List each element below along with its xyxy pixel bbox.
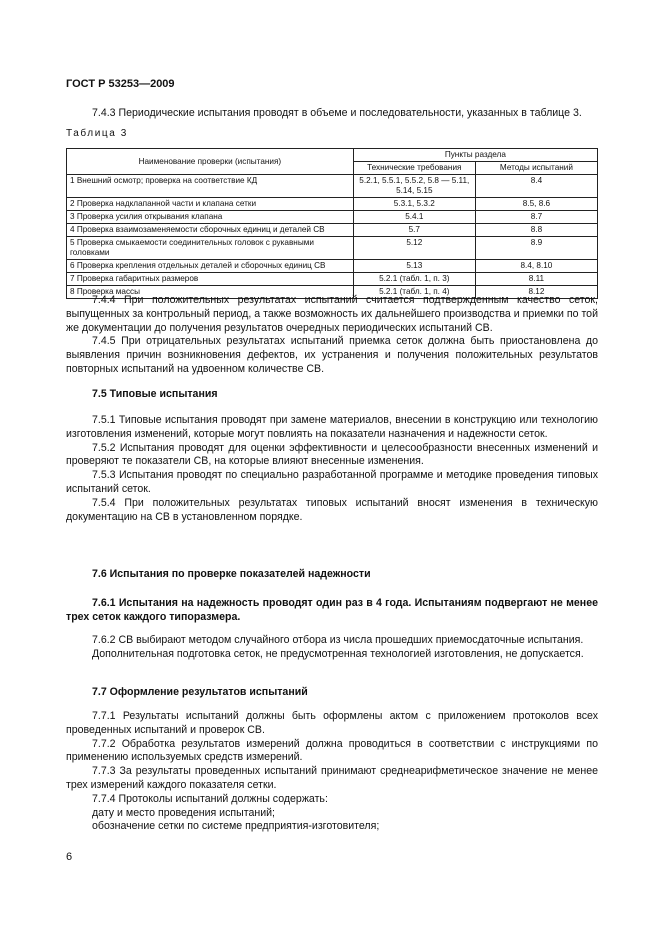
cell-name: 5 Проверка смыкаемости соединительных головок с рукавными головками	[67, 237, 354, 260]
heading-7-7: 7.7 Оформление результатов испытаний	[92, 686, 308, 698]
table-row	[67, 198, 598, 211]
table-row	[67, 175, 598, 198]
cell-method: 8.4, 8.10	[475, 260, 597, 273]
cell-name: 6 Проверка крепления отдельных деталей и сборочных единиц СВ	[67, 260, 354, 273]
table-caption: Таблица 3	[66, 128, 128, 139]
cell-tech: 5.2.1 (табл. 1, п. 4)	[353, 286, 475, 299]
table-row	[67, 224, 598, 237]
cell-tech: 5.2.1 (табл. 1, п. 3)	[353, 273, 475, 286]
cell-method: 8.8	[475, 224, 597, 237]
cell-method: 8.11	[475, 273, 597, 286]
table-row	[67, 211, 598, 224]
paragraph-7-6-1: 7.6.1 Испытания на надежность проводят один раз в 4 года. Испытаниям подвергают не менее трех сеток каждого типоразмера.	[66, 597, 598, 623]
paragraph-7-6-2-cont: Дополнительная подготовка сеток, не предусмотренная технологией изготовления, не допускается.	[92, 647, 584, 660]
cell-name: 7 Проверка габаритных размеров	[67, 273, 354, 286]
page-number: 6	[66, 851, 73, 863]
paragraph-7-7-1: 7.7.1 Результаты испытаний должны быть оформлены актом с приложением протоколов всех проведенных испытаний и проверок СВ.	[66, 710, 598, 736]
header-group: Пункты раздела	[353, 149, 597, 162]
cell-name: 8 Проверка массы	[67, 286, 354, 299]
cell-name: 2 Проверка надклапанной части и клапана сетки	[67, 198, 354, 211]
cell-name: 1 Внешний осмотр; проверка на соответствие КД	[67, 175, 354, 198]
cell-tech: 5.2.1, 5.5.1, 5.5.2, 5.8 — 5.11, 5.14, 5.15	[353, 175, 475, 198]
cell-method: 8.9	[475, 237, 597, 260]
header-methods: Методы испытаний	[475, 162, 597, 175]
cell-name: 3 Проверка усилия открывания клапана	[67, 211, 354, 224]
table-row	[67, 237, 598, 260]
paragraph-7-5-4: 7.5.4 При положительных результатах типовых испытаний вносят изменения в техническую документацию на СВ в установленном порядке.	[66, 496, 598, 523]
table-row	[67, 273, 598, 286]
cell-method: 8.4	[475, 175, 597, 198]
list-item: обозначение сетки по системе предприятия-изготовителя;	[92, 820, 380, 833]
document-header: ГОСТ Р 53253—2009	[66, 78, 175, 90]
paragraph-7-4-5: 7.4.5 При отрицательных результатах испытаний приемка сеток должна быть приостановлена до выявления причин возникновения дефектов, их устранения и получения положительных результатов повторных испытаний на удвоенном количестве СВ.	[66, 335, 598, 375]
heading-7-6: 7.6 Испытания по проверке показателей надежности	[92, 568, 371, 580]
paragraph-7-4-4: 7.4.4 При положительных результатах испытаний считается подтвержденным качество сеток, выпущенных за контрольный период, а также возможность их дальнейшего производства и приемки по той же документации до получения результатов очередных периодических испытаний СВ.	[66, 294, 598, 334]
header-tech: Технические требования	[353, 162, 475, 175]
paragraph-7-7-2: 7.7.2 Обработка результатов измерений должна проводиться в соответствии с инструкциями по применению используемых средств измерений.	[66, 737, 598, 764]
paragraph-7-5-2: 7.5.2 Испытания проводят для оценки эффективности и целесообразности внесенных изменений и проверяют те показатели СВ, на которые влияют внесенные изменения.	[66, 441, 598, 468]
cell-tech: 5.4.1	[353, 211, 475, 224]
cell-tech: 5.7	[353, 224, 475, 237]
header-name: Наименование проверки (испытания)	[67, 149, 354, 175]
heading-7-5: 7.5 Типовые испытания	[92, 388, 218, 400]
paragraph-7-5-1: 7.5.1 Типовые испытания проводят при замене материалов, внесении в конструкцию или технологию изготовления изменений, которые могут повлиять на показатели назначения и надежности сеток.	[66, 414, 598, 440]
list-item: дату и место проведения испытаний;	[92, 806, 275, 819]
paragraph-7-6-2: 7.6.2 СВ выбирают методом случайного отбора из числа прошедших приемосдаточные испытания.	[92, 634, 584, 646]
cell-name: 4 Проверка взаимозаменяемости сборочных единиц и деталей СВ	[67, 224, 354, 237]
table-3	[66, 148, 598, 299]
paragraph-7-7-4: 7.7.4 Протоколы испытаний должны содержать:	[92, 792, 328, 805]
cell-tech: 5.13	[353, 260, 475, 273]
paragraph-7-7-3: 7.7.3 За результаты проведенных испытаний принимают среднеарифметическое значение не менее трех измерений каждого показателя сетки.	[66, 765, 598, 791]
cell-method: 8.7	[475, 211, 597, 224]
table-row	[67, 260, 598, 273]
paragraph-7-4-3: 7.4.3 Периодические испытания проводят в объеме и последовательности, указанных в таблице 3.	[92, 107, 582, 119]
cell-method: 8.12	[475, 286, 597, 299]
cell-tech: 5.12	[353, 237, 475, 260]
cell-method: 8.5, 8.6	[475, 198, 597, 211]
paragraph-7-5-3: 7.5.3 Испытания проводят по специально разработанной программе и методике проведения типовых испытаний сеток.	[66, 469, 598, 495]
cell-tech: 5.3.1, 5.3.2	[353, 198, 475, 211]
